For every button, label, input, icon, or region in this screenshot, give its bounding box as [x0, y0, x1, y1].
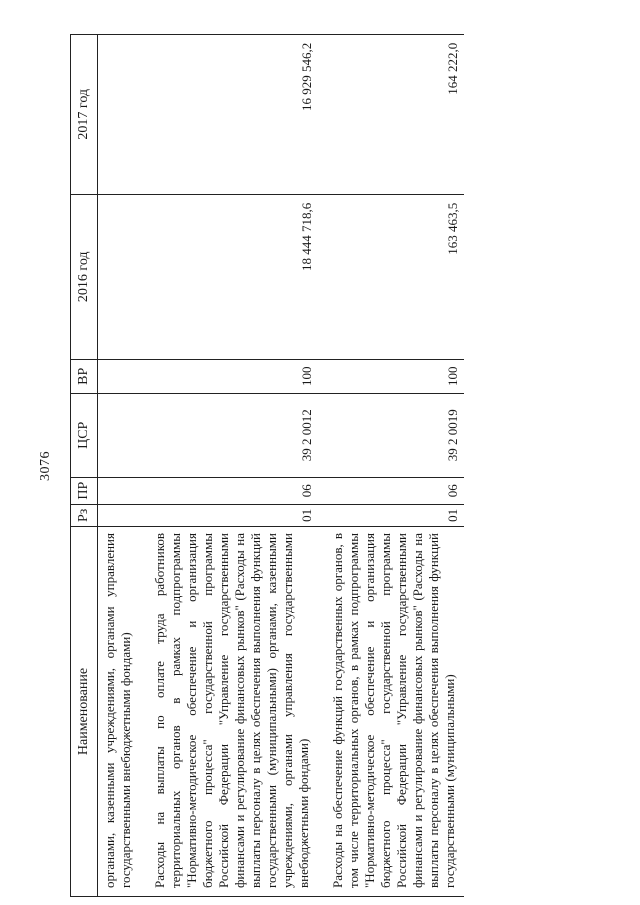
header-rz: Рз	[71, 504, 98, 526]
header-name: Наименование	[71, 527, 98, 897]
row-rz	[98, 504, 141, 526]
row-csr: 39 2 0012	[140, 393, 318, 477]
row-2017: 164 222,0	[318, 34, 464, 194]
row-pr	[98, 477, 141, 504]
row-2016	[98, 194, 141, 359]
row-name: органами, казенными учреждениями, органами управления государственными внебюджетными фондами)	[98, 527, 141, 897]
header-vr: ВР	[71, 359, 98, 393]
row-vr	[98, 359, 141, 393]
header-2017: 2017 год	[71, 34, 98, 194]
table-row	[318, 34, 464, 896]
row-2016: 163 463,5	[318, 194, 464, 359]
row-2017: 16 929 546,2	[140, 34, 318, 194]
row-name: Расходы на выплаты по оплате труда работников территориальных органов в рамках подпрограммы "Нормативно-методическое обеспечение и организация бюджетного процесса" государственной программы Российской Федерации "Управление государственными финансами и регулирование финансовых рынков" (Расходы на выплаты персоналу в целях обеспечения выполнения функций государственными (муниципальными) органами, казенными учреждениями, органами управления государственными внебюджетными фондами)	[140, 527, 318, 897]
row-vr: 100	[318, 359, 464, 393]
row-pr: 06	[140, 477, 318, 504]
row-csr	[98, 393, 141, 477]
header-csr: ЦСР	[71, 393, 98, 477]
table-row	[140, 34, 318, 896]
row-pr: 06	[318, 477, 464, 504]
row-vr: 100	[140, 359, 318, 393]
row-rz: 01	[318, 504, 464, 526]
row-2017	[98, 34, 141, 194]
table-header-row	[71, 34, 98, 896]
row-csr: 39 2 0019	[318, 393, 464, 477]
row-rz: 01	[140, 504, 318, 526]
row-name: Расходы на обеспечение функций государственных органов, в том числе территориальных органов, в рамках подпрограммы "Нормативно-методическое обеспечение и организация бюджетного процесса" государственной программы Российской Федерации "Управление государственными финансами и регулирование финансовых рынков" (Расходы на выплаты персоналу в целях обеспечения выполнения функций государственными (муниципальными)	[318, 527, 464, 897]
row-2016: 18 444 718,6	[140, 194, 318, 359]
page-number: 3076	[38, 451, 53, 481]
budget-table	[70, 34, 464, 897]
header-pr: ПР	[71, 477, 98, 504]
header-2016: 2016 год	[71, 194, 98, 359]
table-row	[98, 34, 141, 896]
